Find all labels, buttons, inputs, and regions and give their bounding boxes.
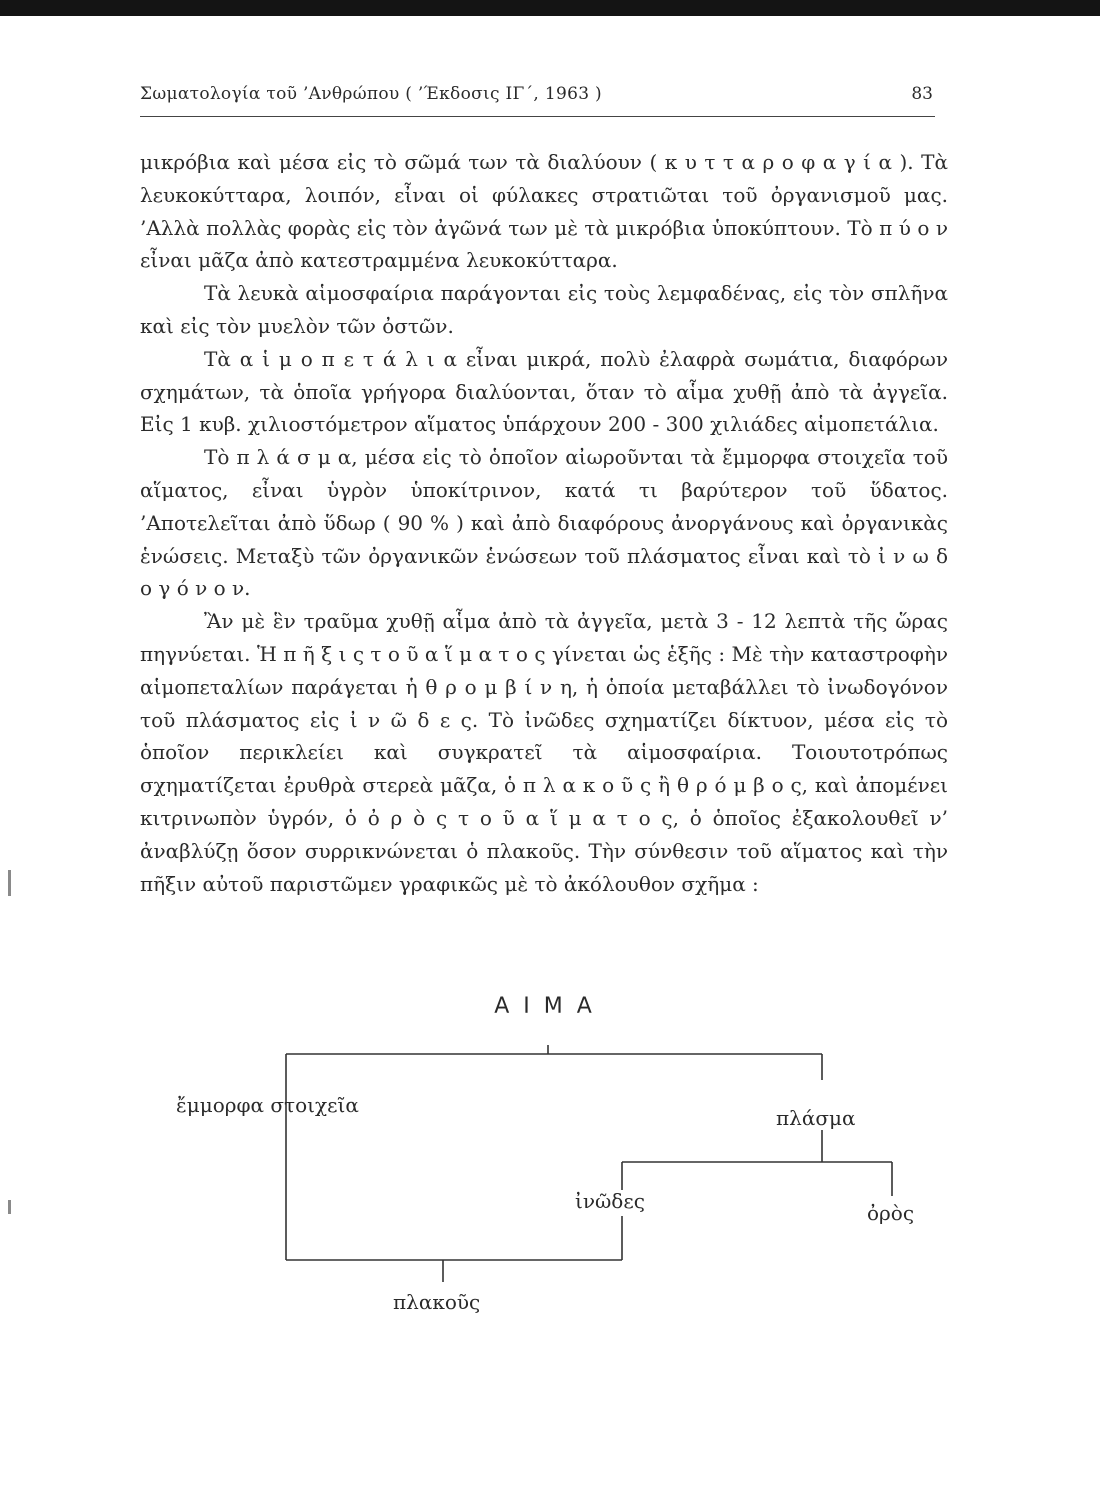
paragraph: μικρόβια καὶ μέσα εἰς τὸ σῶμά των τὰ διαλύουν ( κ υ τ τ α ρ ο φ α γ ί α ). Τὰ λευκοκύτταρα, λοιπόν, εἶναι οἱ φύλακες στρατιῶται τοῦ ὀργανισμοῦ μας. ’Αλλὰ πολλὰς φορὰς εἰς τὸν ἀγῶνά των μὲ τὰ μικρόβια ὑποκύπτουν. Τὸ π ύ ο ν εἶναι μᾶζα ἀπὸ κατεστραμμένα λευκοκύτταρα. bbox=[140, 150, 948, 273]
paragraph: Τὸ π λ ά σ μ α, μέσα εἰς τὸ ὁποῖον αἰωροῦνται τὰ ἔμμορφα στοιχεῖα τοῦ αἵματος, εἶναι ὑγρὸν ὑποκίτρινον, κατά τι βαρύτερον τοῦ ὕδατος. ’Αποτελεῖται ἀπὸ ὕδωρ ( 90 % ) καὶ ἀπὸ διαφόρους ἀνοργάνους καὶ ὀργανικὰς ἑνώσεις. Μεταξὺ τῶν ὀργανικῶν ἑνώσεων τοῦ πλάσματος εἶναι καὶ τὸ ἰ ν ω δ ο γ ό ν ο ν. bbox=[140, 445, 948, 601]
label-serum: ὀρὸς bbox=[867, 1201, 915, 1225]
paragraph: Τὰ α ἱ μ ο π ε τ ά λ ι α εἶναι μικρά, πολὺ ἐλαφρὰ σωμάτια, διαφόρων σχημάτων, τὰ ὁποῖα γρήγορα διαλύονται, ὅταν τὸ αἷμα χυθῇ ἀπὸ τὰ ἀγγεῖα. Εἰς 1 κυβ. χιλιοστόμετρον αἵματος ὑπάρχουν 200 - 300 χιλιάδες αἱμοπετάλια. bbox=[140, 346, 948, 437]
paragraph: Ἂν μὲ ἓν τραῦμα χυθῇ αἷμα ἀπὸ τὰ ἀγγεῖα, μετὰ 3 - 12 λεπτὰ τῆς ὥρας πηγνύεται. Ἡ π ῆ ξ ι ς τ ο ῦ α ἵ μ α τ ο ς γίνεται ὡς ἑξῆς : Μὲ τὴν καταστροφὴν αἱμοπεταλίων παράγεται ἡ θ ρ ο μ β ί ν η, ἡ ὁποία μεταβάλλει τὸ ἰνωδογόνον τοῦ πλάσματος εἰς ἰ ν ῶ δ ε ς. Τὸ ἰνῶδες σχηματίζει δίκτυον, μέσα εἰς τὸ ὁποῖον περικλείει καὶ συγκρατεῖ τὰ αἱμοσφαίρια. Τοιουτοτρόπως σχηματίζεται ἐρυθρὰ στερεὰ μᾶζα, ὁ π λ α κ ο ῦ ς ἢ θ ρ ό μ β ο ς, καὶ ἀπομένει κιτρινωπὸν ὑγρόν, ὁ ὀ ρ ὸ ς τ ο ῦ α ἵ μ α τ ο ς, ὁ ὁποῖος ἐξακολουθεῖ ν’ ἀναβλύζῃ ὅσον συρρικνώνεται ὁ πλακοῦς. Τὴν σύνθεσιν τοῦ αἵματος καὶ τὴν πῆξιν αὐτοῦ παριστῶμεν γραφικῶς μὲ τὸ ἀκόλουθον σχῆμα : bbox=[140, 609, 948, 896]
page-number: 83 bbox=[911, 84, 933, 104]
diagram-title: ΑΙΜΑ bbox=[494, 994, 606, 1019]
paragraph: Τὰ λευκὰ αἱμοσφαίρια παράγονται εἰς τοὺς λεμφαδένας, εἰς τὸν σπλῆνα καὶ εἰς τὸν μυελὸν τῶν ὀστῶν. bbox=[140, 281, 948, 338]
label-fibrin: ἰνῶδες bbox=[575, 1189, 645, 1213]
label-formed-elements: ἔμμορφα στοιχεῖα bbox=[176, 1093, 359, 1117]
label-clot: πλακοῦς bbox=[393, 1290, 481, 1314]
running-title: Σωματολογία τοῦ ’Ανθρώπου ( ’Έκδοσις ΙΓ΄, 1963 ) bbox=[140, 84, 602, 104]
label-plasma: πλάσμα bbox=[776, 1106, 856, 1130]
